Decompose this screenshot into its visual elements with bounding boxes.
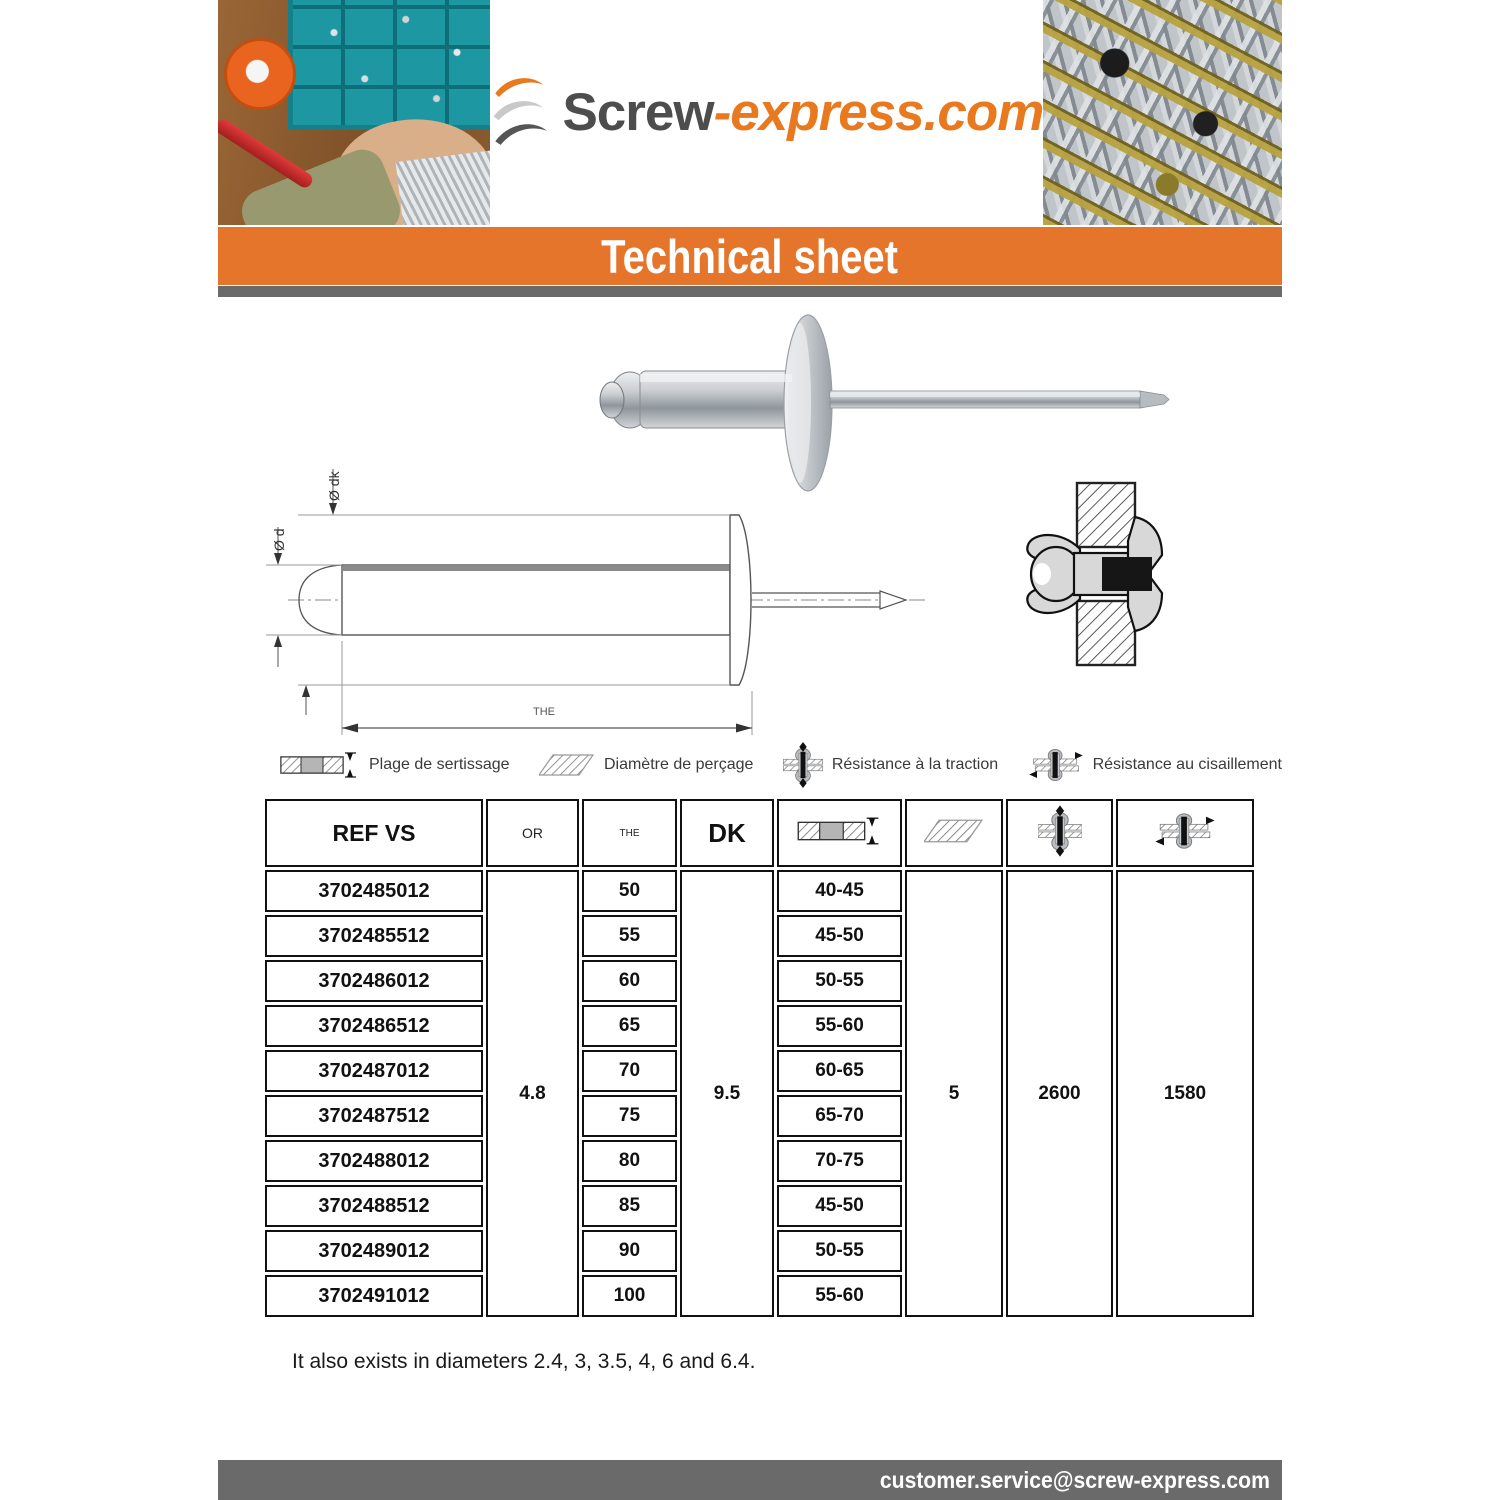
legend-label: Résistance au cisaillement	[1092, 756, 1282, 773]
dimension-label-dk: Ø dk	[326, 471, 342, 501]
footer	[218, 1460, 1282, 1500]
grip-cell: 55-60	[777, 1005, 902, 1047]
shear-merged-cell: 1580	[1116, 870, 1254, 1317]
shear-strength-icon	[1154, 810, 1216, 852]
photo-tape-measure	[224, 38, 296, 110]
photo-organizer-box	[288, 0, 490, 130]
logo-brand-dark: Screw	[562, 83, 714, 142]
tensile-strength-icon	[783, 742, 823, 788]
drill-diameter-icon	[539, 753, 595, 777]
the-cell: 75	[582, 1095, 677, 1137]
ref-cell: 3702488512	[265, 1185, 483, 1227]
the-cell: 80	[582, 1140, 677, 1182]
or-merged-cell: 4.8	[486, 870, 579, 1317]
drill-diameter-icon	[924, 818, 984, 844]
ref-cell: 3702491012	[265, 1275, 483, 1317]
ref-cell: 3702486512	[265, 1005, 483, 1047]
col-header-dk: DK	[680, 799, 774, 867]
dimension-label-d: Ø d	[271, 528, 287, 551]
grip-cell: 50-55	[777, 960, 902, 1002]
col-header-the: THE	[582, 799, 677, 867]
the-cell: 100	[582, 1275, 677, 1317]
the-cell: 70	[582, 1050, 677, 1092]
grip-cell: 65-70	[777, 1095, 902, 1137]
grip-cell: 45-50	[777, 1185, 902, 1227]
logo-swoosh-icon	[490, 72, 552, 154]
the-cell: 55	[582, 915, 677, 957]
workbench-photo	[218, 0, 490, 225]
ref-cell: 3702487512	[265, 1095, 483, 1137]
banner-shadow-strip	[218, 286, 1282, 297]
ref-cell: 3702486012	[265, 960, 483, 1002]
sheet-content	[218, 0, 1282, 1374]
grip-cell: 40-45	[777, 870, 902, 912]
col-header-or: OR	[486, 799, 579, 867]
spec-table	[262, 796, 1257, 1320]
drill-merged-cell: 5	[905, 870, 1003, 1317]
legend-label: Diamètre de perçage	[603, 756, 754, 773]
screws-pile-photo	[1043, 0, 1282, 225]
the-cell: 85	[582, 1185, 677, 1227]
tensile-strength-icon	[1038, 805, 1082, 857]
logo-wordmark	[562, 82, 1043, 143]
table-row	[265, 870, 1254, 912]
page-title: Technical sheet	[601, 229, 899, 283]
logo-brand-orange: -express.com	[713, 83, 1044, 142]
the-cell: 60	[582, 960, 677, 1002]
crimp-range-icon	[796, 815, 884, 847]
ref-cell: 3702485512	[265, 915, 483, 957]
dimension-label-length: THE	[533, 706, 555, 718]
legend-item-crimp-range	[280, 750, 510, 780]
the-cell: 65	[582, 1005, 677, 1047]
ref-cell: 3702488012	[265, 1140, 483, 1182]
tensile-merged-cell: 2600	[1006, 870, 1113, 1317]
header	[218, 0, 1282, 225]
col-header-drill-diameter	[905, 799, 1003, 867]
the-cell: 50	[582, 870, 677, 912]
col-header-ref: REF VS	[265, 799, 483, 867]
grip-cell: 45-50	[777, 915, 902, 957]
legend-item-shear-strength	[1028, 746, 1282, 784]
col-header-shear	[1116, 799, 1254, 867]
grip-cell: 60-65	[777, 1050, 902, 1092]
legend-item-drill-diameter	[539, 753, 753, 777]
crimp-range-icon	[280, 750, 360, 780]
installed-rivet-cross-section	[1018, 479, 1188, 689]
grip-cell: 50-55	[777, 1230, 902, 1272]
grip-cell: 55-60	[777, 1275, 902, 1317]
grip-cell: 70-75	[777, 1140, 902, 1182]
legend-label: Résistance à la traction	[831, 756, 999, 773]
table-header-row	[265, 799, 1254, 867]
col-header-crimp-range	[777, 799, 902, 867]
logo	[490, 0, 1043, 225]
legend	[280, 742, 1282, 788]
ref-cell: 3702485012	[265, 870, 483, 912]
legend-item-tensile-strength	[783, 742, 998, 788]
ref-cell: 3702487012	[265, 1050, 483, 1092]
title-banner	[218, 227, 1282, 285]
rivet-dimension-drawing	[238, 445, 938, 740]
contact-email: customer.service@screw-express.com	[880, 1466, 1270, 1493]
dk-merged-cell: 9.5	[680, 870, 774, 1317]
the-cell: 90	[582, 1230, 677, 1272]
ref-cell: 3702489012	[265, 1230, 483, 1272]
legend-label: Plage de sertissage	[369, 756, 510, 773]
col-header-tensile	[1006, 799, 1113, 867]
footnote: It also exists in diameters 2.4, 3, 3.5, 4, 6 and 6.4.	[292, 1350, 756, 1373]
figures-area	[218, 297, 1282, 742]
shear-strength-icon	[1028, 746, 1084, 784]
